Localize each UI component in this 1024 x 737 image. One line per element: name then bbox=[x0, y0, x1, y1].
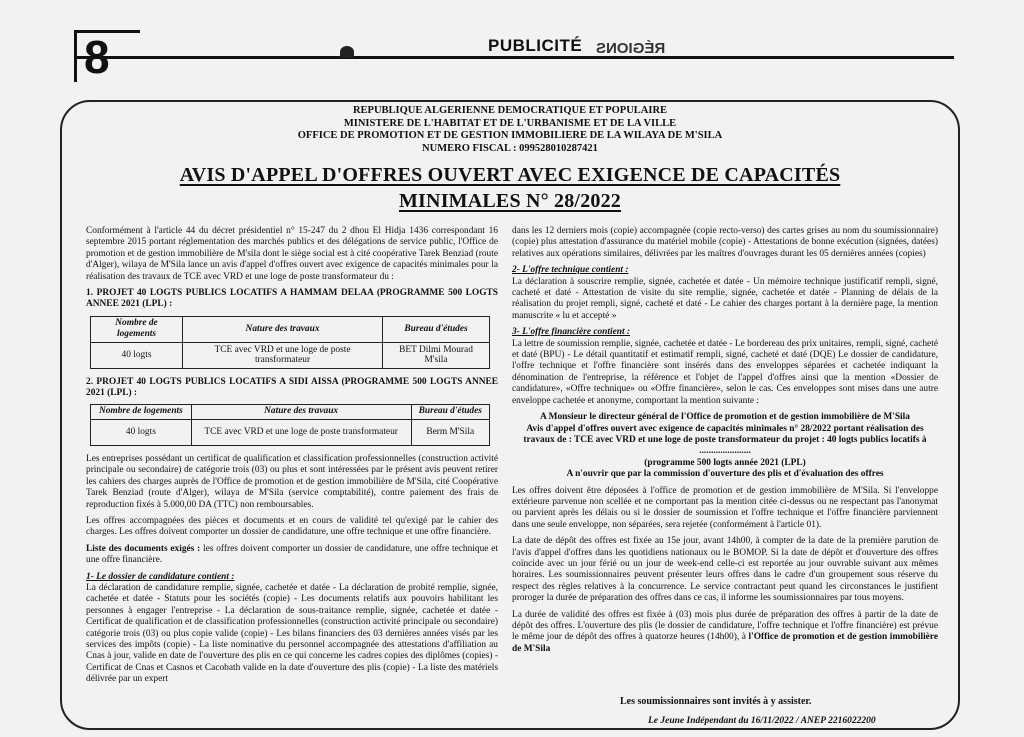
validite-text: La durée de validité des offres est fixée à (03) mois plus durée de préparation des offres à partir de la date de dépôt des offres. L'ouverture des plis (le dossier de candidature, l'offre technique et l'offre financière) est prévue le même jour de dépôt des offres à quatorze heures (14h00), à bbox=[512, 609, 938, 643]
cell-bureau: BET Dilmi Mourad M'sila bbox=[383, 342, 490, 368]
cell-bureau: Berm M'Sila bbox=[411, 419, 489, 445]
title-line-1: AVIS D'APPEL D'OFFRES OUVERT AVEC EXIGENCE DE CAPACITÉS bbox=[179, 164, 841, 186]
section-label-mirrored: RÉGIONS bbox=[596, 40, 666, 57]
closing-line: Les soumissionnaires sont invités à y assister. bbox=[620, 696, 812, 707]
envelope-subject: Avis d'appel d'offres ouvert avec exigence de capacités minimales n° 28/2022 portant réalisation des travaux de : TCE avec VRD et une loge de poste transformateur du projet : 40 logts publics locatifs à ...................... bbox=[523, 423, 927, 457]
right-column bbox=[512, 226, 938, 660]
masthead bbox=[0, 0, 1024, 88]
cell-nature: TCE avec VRD et une loge de poste transformateur bbox=[183, 342, 383, 368]
publication-source: Le Jeune Indépendant du 16/11/2022 / ANEP 2216022200 bbox=[648, 716, 876, 726]
tech-heading: 2- L'offre technique contient : bbox=[512, 265, 629, 276]
validite-paragraph bbox=[512, 610, 938, 656]
section-label: PUBLICITÉ bbox=[488, 36, 583, 55]
envelope-programme: (programme 500 logts année 2021 (LPL) bbox=[644, 457, 806, 468]
project-1-table bbox=[90, 316, 490, 369]
header-line-1: REPUBLIQUE ALGERIENNE DEMOCRATIQUE ET POPULAIRE bbox=[352, 105, 668, 116]
dossier-continued: dans les 12 derniers mois (copie) accompagnée (copie recto-verso) des cartes grises au nom du soumissionnaire) (copie) plus attestation d'assurance du matériel mobile (copie) - Attestations de bonne exécution (signées, datées) relatives aux opérations similaires, délivrées par les maîtres d'ouvrages durant les 05 dernières années (copies) bbox=[512, 226, 938, 259]
col-header-nombre: Nombre de logements bbox=[91, 316, 183, 342]
announcement-title bbox=[100, 162, 920, 214]
masthead-rule bbox=[74, 56, 954, 59]
title-line-2: MINIMALES N° 28/2022 bbox=[398, 190, 621, 212]
dossier-heading: 1- Le dossier de candidature contient : bbox=[86, 571, 235, 582]
depot-paragraph: Les offres doivent être déposées à l'office de promotion et de gestion immobilière de M'Sila. Si l'enveloppe extérieure parvenue non scellée et ne comportant pas la mention citée ci-dessus ou ne respectant pas l'anonymat ou parvient après les délais ou si le dossier de soumission et l'offre technique et l'offre financière parviennent dans une seule enveloppe, non séparées, sera rejetée (conformément à l'article 01). bbox=[512, 485, 938, 530]
documents-list-text: les offres doivent comporter un dossier de candidature, une offre technique et une offre financière. bbox=[86, 543, 498, 566]
cell-nature: TCE avec VRD et une loge de poste transformateur bbox=[191, 419, 411, 445]
issuer-header bbox=[200, 105, 820, 155]
entreprises-paragraph: Les entreprises possédant un certificat de qualification et classification professionnelles (construction activité principale ou secondaire) de catégorie trois (03) ou plus et sont intéressées par le présent avis peuvent retirer les cahiers des charges auprès de l'Office de promotion et de gestion immobilière de M'Sila, cité Coopérative Tarek Benziad (route d'Alger), wilaya de M'Sila (service comptabilité), contre paiement des frais de reproduction fixés à 5.000,00 DA (TTC) non remboursables. bbox=[86, 453, 498, 510]
col-header-nature: Nature des travaux bbox=[191, 405, 411, 419]
validite-bold: l'Office de promotion et de gestion immobilière de M'Sila bbox=[512, 632, 938, 654]
project-1-heading: 1. PROJET 40 LOGTS PUBLICS LOCATIFS A HAMMAM DELAA (PROGRAMME 500 LOGTS ANNEE 2021 (LPL) : bbox=[86, 288, 498, 310]
header-line-3: OFFICE DE PROMOTION ET DE GESTION IMMOBILIERE DE LA WILAYA DE M'SILA bbox=[297, 130, 723, 141]
envelope-addressee: A Monsieur le directeur général de l'Office de promotion et de gestion immobilière de M'Sila bbox=[540, 412, 910, 423]
tech-paragraph: La déclaration à souscrire remplie, signée, cachetée et datée - Un mémoire technique justificatif rempli, signé, cacheté et daté - Attestation de visite du site remplie, signée, cachetée et datée - Planning de délais de la réalisation du projet rempli, signé, cacheté et daté - Le cahier des charges portant à la dernière page, la mention manuscrite « lu et accepté » bbox=[512, 276, 938, 321]
left-column bbox=[86, 226, 498, 691]
fin-paragraph: La lettre de soumission remplie, signée, cachetée et datée - Le bordereau des prix unitaires, rempli, signé, cacheté et daté (BPU) - Le détail quantitatif et estimatif rempli, signé, cacheté et daté (DQE) Le dossier de candidature, l'offre technique et l'offre financière sont insérés dans des enveloppes séparées et cachetée indiquant la dénomination de l'entreprise, la référence et l'objet de l'appel d'offres ainsi que la mention «Dossier de candidature», «Offre technique» ou «Offre financière», selon le cas. Ces enveloppes sont mises dans une autre enveloppe cachetée et anonyme, comportant la mention suivante : bbox=[512, 338, 938, 406]
header-line-2: MINISTERE DE L'HABITAT ET DE L'URBANISME ET DE LA VILLE bbox=[343, 117, 677, 129]
col-header-nature: Nature des travaux bbox=[183, 316, 383, 342]
documents-list bbox=[86, 544, 498, 567]
col-header-bureau: Bureau d'études bbox=[383, 316, 490, 342]
project-2-heading: 2. PROJET 40 LOGTS PUBLICS LOCATIFS A SIDI AISSA (PROGRAMME 500 LOGTS ANNEE 2021 (LPL) : bbox=[86, 376, 498, 399]
table-row bbox=[91, 342, 490, 368]
col-header-nombre: Nombre de logements bbox=[91, 405, 192, 419]
dossier-paragraph: La déclaration de candidature remplie, signée, cachetée et datée - La déclaration de probité remplie, signée, cachetée et datée - Statuts pour les sociétés (copie) - Les documents relatifs aux pouvoirs habilitant les personnes à engager l'entreprise - La déclaration de sous-traitance remplie, signée, cachetée et datée - Certificat de qualification et de classification professionnelles (construction activité principale ou secondaire) catégorie trois (03) ou plus copie valide (copie) - Les bilans financiers des 03 dernières années visés par les services des impôts (copie) - La liste nominative du personnel accompagnée des attestations d'affiliation au Cnas à jour, valide en date de l'ouverture des plis en ce qui concerne les cadres copies des diplômes (copies) - Certificat de Cnas et Casnos et Cacobath valide en la date d'ouverture des plis (copie) - La liste des matériels délivrée par un expert bbox=[86, 582, 498, 685]
date-depot-paragraph: La date de dépôt des offres est fixée au 15e jour, avant 14h00, à compter de la date de la première parution de l'avis d'appel d'offres dans les quotidiens nationaux ou le BOMOP. Si la date de dépôt et d'ouverture des offres coïncide avec un jour férié ou un jour de week-end celle-ci est reportée au jour ouvrable suivant aux mêmes horaires. Les soumissionnaires peuvent présenter leurs offres dans le cadre d'un groupement sous réserve du respect des règles relatives à la concurrence. Le service contractant peut quand les circonstances le justifient proroger la durée de préparation des offres dans ce cas, il informe les soumissionnaires par tous moyens. bbox=[512, 536, 938, 604]
table-row bbox=[91, 419, 490, 445]
header-line-4: NUMERO FISCAL : 099528010287421 bbox=[422, 142, 598, 154]
documents-list-label: Liste des documents exigés : bbox=[86, 543, 201, 554]
offres-paragraph: Les offres accompagnées des pièces et documents et en cours de validité tel qu'exigé par le cahier des charges. Les offres doivent comporter un dossier de candidature, une offre technique et une offre financière. bbox=[86, 515, 498, 538]
col-header-bureau: Bureau d'études bbox=[411, 405, 489, 419]
fin-heading: 3- L'offre financière contient : bbox=[512, 327, 631, 338]
intro-paragraph: Conformément à l'article 44 du décret présidentiel n° 15-247 du 2 dhou El Hidja 1436 correspondant 16 septembre 2015 portant réglementation des marchés publics et des délégations de service public, l'Office de promotion et de gestion immobilière de M'sila dont le siège social est à cité coopérative Tarek Benziad (route d'Alger), wilaya de M'Sila lance un avis d'appel d'offres ouvert avec exigence de capacités minimales pour la réalisation des travaux de TCE avec VRD et une loge de poste transformateur du : bbox=[86, 226, 498, 282]
ink-blot bbox=[340, 46, 354, 58]
project-2-table bbox=[90, 404, 490, 445]
cell-nombre: 40 logts bbox=[91, 419, 192, 445]
cell-nombre: 40 logts bbox=[91, 342, 183, 368]
page-number: 8 bbox=[84, 31, 110, 83]
envelope-warning: A n'ouvrir que par la commission d'ouverture des plis et d'évaluation des offres bbox=[566, 469, 884, 480]
